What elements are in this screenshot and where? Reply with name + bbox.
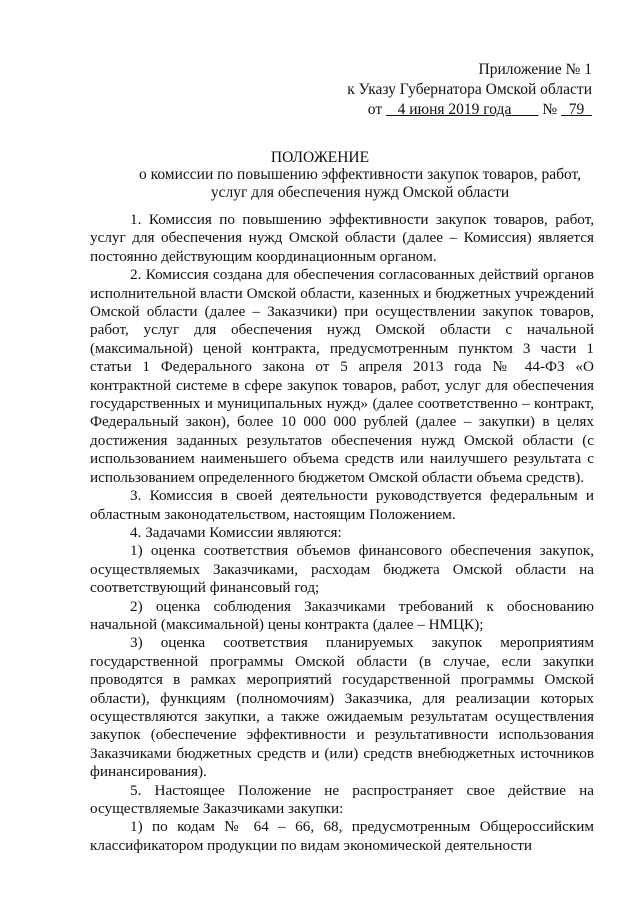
paragraph: 1) по кодам № 64 – 66, 68, предусмотренным Общероссийским классификатором продукции по видам экономической деятельности: [90, 818, 594, 854]
appendix-number-label: №: [542, 101, 558, 118]
document-title: ПОЛОЖЕНИЕ: [270, 149, 370, 166]
document-body: [90, 211, 594, 855]
appendix-line-1: Приложение № 1: [478, 61, 592, 78]
appendix-line-3: [332, 100, 592, 120]
paragraph: 1. Комиссия по повышению эффективности закупок товаров, работ, услуг для обеспечения нужд Омской области (далее – Комиссия) является постоянно действующим координационным органом.: [90, 211, 594, 265]
paragraph: 2) оценка соблюдения Заказчиками требований к обоснованию начальной (максимальной) цены контракта (далее – НМЦК);: [90, 597, 594, 633]
appendix-number: 79: [568, 101, 585, 118]
appendix-date: 4 июня 2019 года: [397, 101, 512, 118]
appendix-from-label: от: [367, 101, 383, 118]
paragraph: 3) оценка соответствия планируемых закупок мероприятиям государственной программы Омской области (в случае, если закупки проводятся в рамках мероприятий государственной программы Омской области), функциям (полномочиям) Заказчика, для реализации которых осуществляются закупки, а также ожидаемым результатам осуществления закупок (обеспечение эффективности и результативности использования Заказчиками бюджетных средств и (или) средств внебюджетных источников финансирования).: [90, 634, 594, 781]
paragraph: 1) оценка соответствия объемов финансового обеспечения закупок, осуществляемых Заказчиками, расходам бюджета Омской области на соответствующий финансовый год;: [90, 542, 594, 597]
appendix-block: [332, 60, 592, 120]
appendix-line-2: к Указу Губернатора Омской области: [347, 81, 592, 98]
paragraph: 4. Задачами Комиссии являются:: [130, 523, 342, 541]
paragraph: 5. Настоящее Положение не распространяет свое действие на осуществляемые Заказчиками закупки:: [90, 781, 594, 817]
paragraph: 2. Комиссия создана для обеспечения согласованных действий органов исполнительной власти Омской области, казенных и бюджетных учреждений Омской области (далее – Заказчики) при осуществлении закупок товаров, работ, услуг для обеспечения нужд Омской области с начальной (максимальной) ценой контракта, предусмотренным пунктом 3 части 1 статьи 1 Федерального закона от 5 апреля 2013 года № 44-ФЗ «О контрактной системе в сфере закупок товаров, работ, услуг для обеспечения государственных и муниципальных нужд» (далее соответственно – контракт, Федеральный закон), более 10 000 000 рублей (далее – закупки) в целях достижения заданных результатов обеспечения нужд Омской области (с использованием наименьшего объема средств или наилучшего результата с использованием определенного бюджетом Омской области объема средств).: [90, 266, 594, 486]
document-subtitle: о комиссии по повышению эффективности закупок товаров, работ, услуг для обеспечения нужд Омской области: [138, 166, 582, 201]
paragraph: 3. Комиссия в своей деятельности руководствуется федеральным и областным законодательством, настоящим Положением.: [90, 487, 594, 523]
